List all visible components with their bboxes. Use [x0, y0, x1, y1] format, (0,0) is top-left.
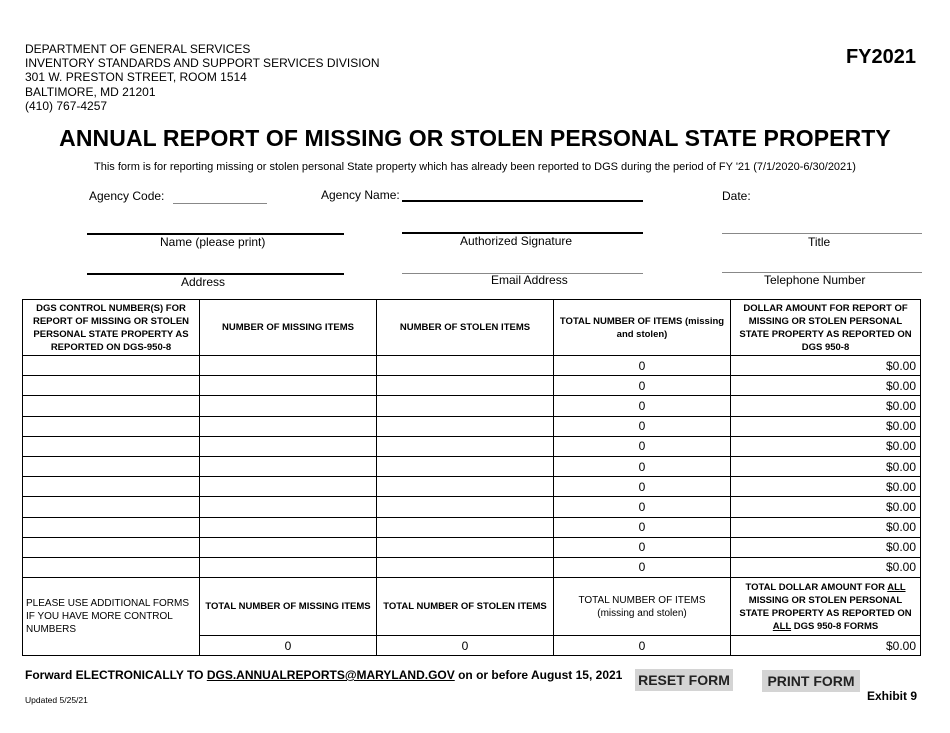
print-form-button[interactable]: PRINT FORM — [762, 670, 860, 692]
total-items-cell: 0 — [554, 396, 731, 416]
dollar-amount-cell[interactable]: $0.00 — [731, 416, 921, 436]
table-row — [23, 416, 921, 436]
total-stolen-value: 0 — [377, 636, 554, 656]
dollar-amount-cell[interactable]: $0.00 — [731, 376, 921, 396]
control-number-cell[interactable] — [23, 436, 200, 456]
control-number-cell[interactable] — [23, 537, 200, 557]
name-print-label: Name (please print) — [160, 235, 266, 249]
stolen-items-cell[interactable] — [377, 517, 554, 537]
table-row — [23, 557, 921, 577]
total-items-cell: 0 — [554, 517, 731, 537]
title-label: Title — [808, 235, 831, 249]
missing-items-cell[interactable] — [200, 396, 377, 416]
forward-email-link[interactable]: DGS.ANNUALREPORTS@MARYLAND.GOV — [206, 668, 455, 682]
table-row — [23, 537, 921, 557]
header-control-number: DGS CONTROL NUMBER(S) FOR REPORT OF MISSING OR STOLEN PERSONAL STATE PROPERTY AS REPORTED ON DGS-950-8 — [23, 300, 200, 356]
table-row — [23, 356, 921, 376]
stolen-items-cell[interactable] — [377, 497, 554, 517]
missing-items-cell[interactable] — [200, 456, 377, 476]
dollar-amount-cell[interactable]: $0.00 — [731, 436, 921, 456]
forward-instructions: Forward ELECTRONICALLY TO DGS.ANNUALREPORTS@MARYLAND.GOV on or before August 15, 2021 — [25, 668, 623, 682]
dollar-amount-cell[interactable]: $0.00 — [731, 356, 921, 376]
total-missing-label: TOTAL NUMBER OF MISSING ITEMS — [200, 578, 377, 636]
control-number-cell[interactable] — [23, 376, 200, 396]
dollar-amount-cell[interactable]: $0.00 — [731, 497, 921, 517]
dollar-amount-cell[interactable]: $0.00 — [731, 477, 921, 497]
table-row — [23, 436, 921, 456]
form-title: ANNUAL REPORT OF MISSING OR STOLEN PERSONAL STATE PROPERTY — [59, 125, 891, 151]
control-number-cell[interactable] — [23, 356, 200, 376]
total-items-value: 0 — [554, 636, 731, 656]
table-row — [23, 477, 921, 497]
title-input[interactable] — [722, 233, 922, 234]
total-items-cell: 0 — [554, 497, 731, 517]
agency-code-label: Agency Code: — [89, 189, 165, 203]
missing-items-cell[interactable] — [200, 376, 377, 396]
stolen-items-cell[interactable] — [377, 456, 554, 476]
telephone-number-label: Telephone Number — [764, 273, 866, 287]
address-label: Address — [181, 275, 226, 289]
stolen-items-cell[interactable] — [377, 436, 554, 456]
table-row — [23, 517, 921, 537]
header-dollar-amount: DOLLAR AMOUNT FOR REPORT OF MISSING OR STOLEN PERSONAL STATE PROPERTY AS REPORTED ON DGS 950-8 — [731, 300, 921, 356]
total-items-label: TOTAL NUMBER OF ITEMS (missing and stolen) — [554, 578, 731, 636]
total-items-cell: 0 — [554, 376, 731, 396]
stolen-items-cell[interactable] — [377, 537, 554, 557]
control-number-cell[interactable] — [23, 396, 200, 416]
missing-items-cell[interactable] — [200, 356, 377, 376]
address-line: DEPARTMENT OF GENERAL SERVICES — [25, 42, 251, 56]
total-missing-value: 0 — [200, 636, 377, 656]
control-number-cell[interactable] — [23, 497, 200, 517]
dollar-amount-cell[interactable]: $0.00 — [731, 456, 921, 476]
total-dollar-label: TOTAL DOLLAR AMOUNT FOR ALL MISSING OR STOLEN PERSONAL STATE PROPERTY AS REPORTED ON ALL DGS 950-8 FORMS — [731, 578, 921, 636]
address-line: INVENTORY STANDARDS AND SUPPORT SERVICES DIVISION — [25, 56, 380, 71]
stolen-items-cell[interactable] — [377, 376, 554, 396]
total-items-cell: 0 — [554, 477, 731, 497]
total-items-cell: 0 — [554, 456, 731, 476]
missing-items-cell[interactable] — [200, 557, 377, 577]
agency-code-input[interactable] — [173, 203, 267, 204]
form-intro: This form is for reporting missing or stolen personal State property which has already been reported to DGS during the period of FY '21 (7/1/2020-6/30/2021) — [94, 161, 856, 173]
fiscal-year: FY2021 — [845, 46, 916, 68]
total-dollar-value: $0.00 — [731, 636, 921, 656]
table-row — [23, 396, 921, 416]
control-number-cell[interactable] — [23, 557, 200, 577]
missing-items-cell[interactable] — [200, 497, 377, 517]
table-row — [23, 497, 921, 517]
property-report-table — [22, 299, 921, 656]
dollar-amount-cell[interactable]: $0.00 — [731, 396, 921, 416]
address-line: 301 W. PRESTON STREET, ROOM 1514 — [25, 70, 247, 85]
total-items-cell: 0 — [554, 436, 731, 456]
header-missing-items: NUMBER OF MISSING ITEMS — [200, 300, 377, 356]
missing-items-cell[interactable] — [200, 416, 377, 436]
table-row — [23, 456, 921, 476]
missing-items-cell[interactable] — [200, 477, 377, 497]
total-items-cell: 0 — [554, 537, 731, 557]
dollar-amount-cell[interactable]: $0.00 — [731, 517, 921, 537]
updated-date: Updated 5/25/21 — [25, 695, 88, 705]
additional-forms-note: PLEASE USE ADDITIONAL FORMS IF YOU HAVE MORE CONTROL NUMBERS — [23, 578, 200, 656]
missing-items-cell[interactable] — [200, 537, 377, 557]
authorized-signature-label: Authorized Signature — [460, 234, 573, 248]
total-items-cell: 0 — [554, 557, 731, 577]
date-label: Date: — [722, 189, 751, 203]
stolen-items-cell[interactable] — [377, 557, 554, 577]
agency-name-label: Agency Name: — [321, 188, 400, 202]
agency-address-block — [25, 42, 380, 113]
control-number-cell[interactable] — [23, 416, 200, 436]
totals-header-row — [23, 578, 921, 636]
total-items-cell: 0 — [554, 356, 731, 376]
header-total-items: TOTAL NUMBER OF ITEMS (missing and stolen) — [554, 300, 731, 356]
reset-form-button[interactable]: RESET FORM — [635, 669, 733, 691]
dollar-amount-cell[interactable]: $0.00 — [731, 557, 921, 577]
total-stolen-label: TOTAL NUMBER OF STOLEN ITEMS — [377, 578, 554, 636]
stolen-items-cell[interactable] — [377, 356, 554, 376]
header-stolen-items: NUMBER OF STOLEN ITEMS — [377, 300, 554, 356]
missing-items-cell[interactable] — [200, 436, 377, 456]
stolen-items-cell[interactable] — [377, 477, 554, 497]
address-line: BALTIMORE, MD 21201 — [25, 84, 156, 99]
email-address-label: Email Address — [491, 273, 568, 287]
stolen-items-cell[interactable] — [377, 416, 554, 436]
exhibit-label: Exhibit 9 — [866, 689, 917, 703]
address-line: (410) 767-4257 — [25, 98, 108, 113]
table-row — [23, 376, 921, 396]
total-items-cell: 0 — [554, 416, 731, 436]
stolen-items-cell[interactable] — [377, 396, 554, 416]
control-number-cell[interactable] — [23, 477, 200, 497]
agency-name-input[interactable] — [402, 200, 643, 202]
dollar-amount-cell[interactable]: $0.00 — [731, 537, 921, 557]
control-number-cell[interactable] — [23, 456, 200, 476]
table-header-row — [23, 300, 921, 356]
control-number-cell[interactable] — [23, 517, 200, 537]
missing-items-cell[interactable] — [200, 517, 377, 537]
